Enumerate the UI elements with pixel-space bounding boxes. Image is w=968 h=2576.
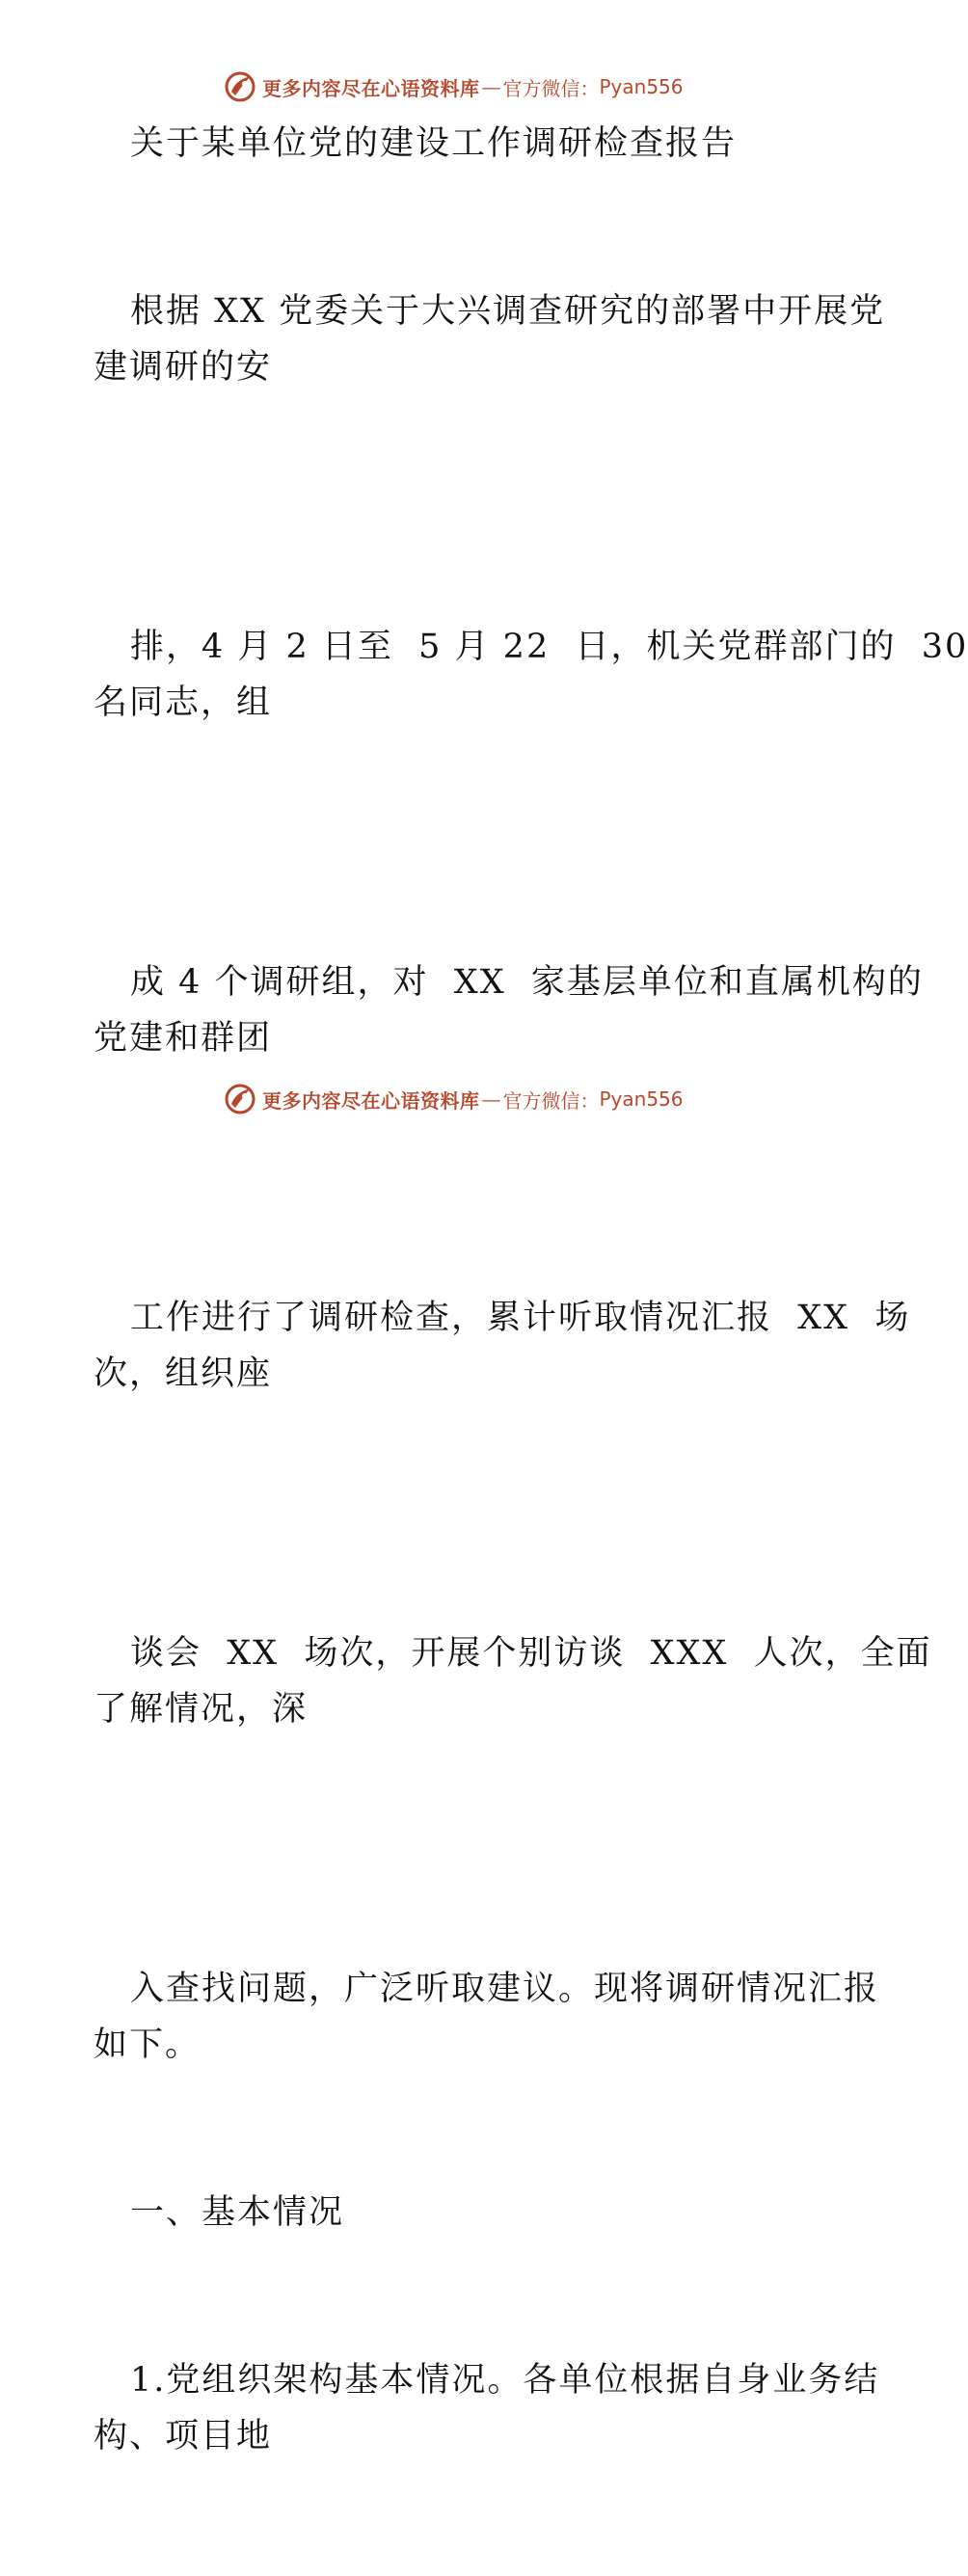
paragraph-line: 构、项目地	[94, 2417, 273, 2455]
document-title: 关于某单位党的建设工作调研检查报告	[130, 124, 738, 163]
paragraph-line: 入查找问题，广泛听取建议。现将调研情况汇报	[130, 1970, 880, 2008]
paragraph	[94, 1849, 880, 2185]
banner-wechat-label: 官方微信：	[502, 76, 600, 100]
banner-wechat-label: 官方微信：	[502, 1088, 600, 1113]
logo-icon	[224, 1083, 256, 1115]
header-banner	[224, 70, 684, 103]
paragraph	[94, 843, 924, 1178]
paragraph-line: 谈会 XX 场次，开展个别访谈 XXX 人次，全面	[130, 1634, 932, 1673]
banner-separator: —	[481, 75, 501, 98]
paragraph-line: 工作进行了调研检查，累计听取情况汇报 XX 场	[130, 1299, 911, 1337]
paragraph-line: 了解情况，深	[94, 1690, 309, 1729]
paragraph	[94, 507, 968, 843]
paragraph-line: 成 4 个调研组，对 XX 家基层单位和直属机构的	[130, 963, 924, 1002]
list-item	[94, 2241, 880, 2576]
banner-brand-text: 更多内容尽在心语资料库	[262, 1088, 480, 1113]
banner-wechat-id: Pyan556	[599, 1087, 684, 1111]
banner-wechat-id: Pyan556	[599, 75, 684, 98]
logo-icon	[224, 70, 256, 103]
paragraph	[94, 172, 886, 507]
document-body	[94, 116, 968, 2576]
section-heading: 一、基本情况	[130, 2193, 345, 2232]
paragraph-line: 名同志，组	[94, 684, 273, 722]
paragraph	[94, 1514, 932, 1849]
paragraph-line: 根据 XX 党委关于大兴调查研究的部署中开展党	[130, 292, 886, 331]
banner-brand-text: 更多内容尽在心语资料库	[262, 76, 480, 100]
banner-separator: —	[481, 1087, 501, 1111]
paragraph-line: 党建和群团	[94, 1019, 273, 1058]
paragraph-line: 排，4 月 2 日至 5 月 22 日，机关党群部门的 30	[130, 628, 968, 666]
paragraph-line: 建调研的安	[94, 348, 273, 387]
paragraph-line: 1.党组织架构基本情况。各单位根据自身业务结	[130, 2361, 880, 2400]
paragraph-line: 如下。	[94, 2026, 202, 2064]
footer-banner	[224, 1083, 684, 1115]
paragraph-line: 次，组织座	[94, 1355, 273, 1393]
paragraph	[94, 1178, 911, 1514]
